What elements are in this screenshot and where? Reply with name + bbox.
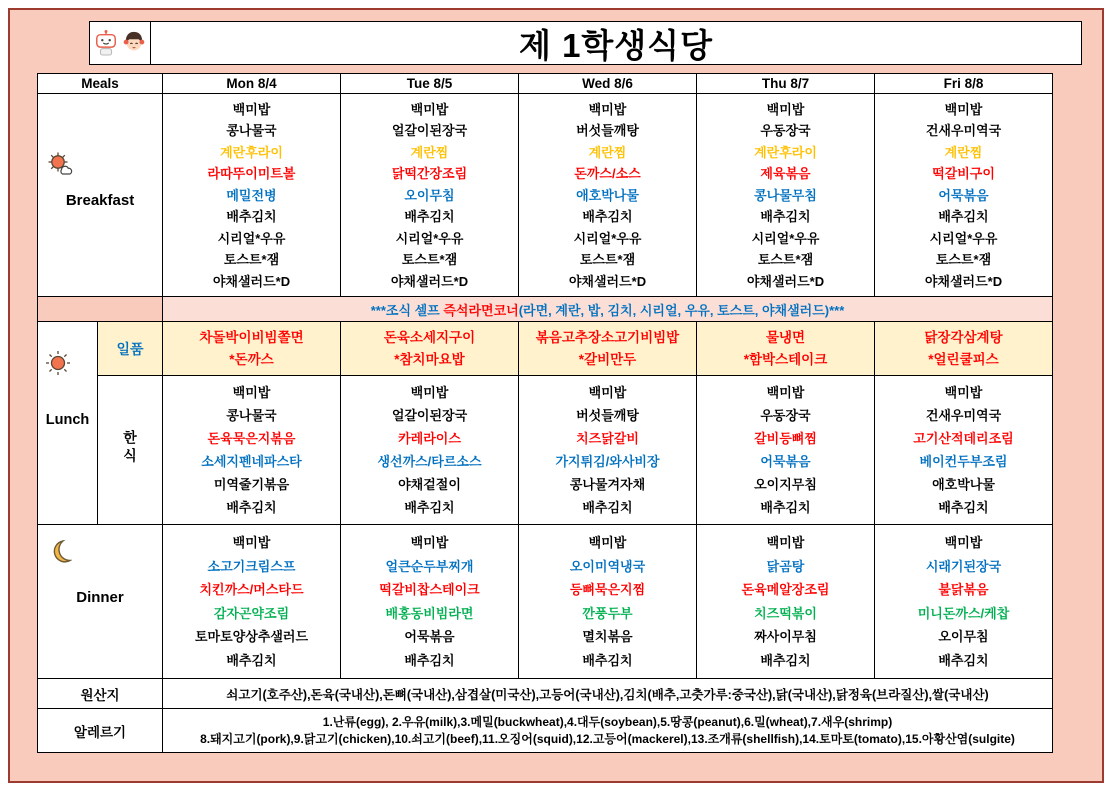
menu-item: 배추김치 [582,209,633,224]
menu-item: 치킨까스/머스타드 [199,582,304,598]
menu-item: 배추김치 [938,499,989,515]
menu-item: 애호박나물 [576,187,639,203]
menu-item: 시리얼*우유 [395,230,464,246]
ilpum-col-1 [341,322,519,376]
menu-item: 얼갈이된장국 [391,123,468,138]
menu-item: 닭떡간장조림 [391,166,468,181]
menu-item: 시리얼*우유 [573,230,642,246]
menu-item: 백미밥 [766,385,805,401]
breakfast-col-0 [163,94,341,297]
ilpum-col-2 [519,322,697,376]
menu-item: 배추김치 [404,499,455,515]
ilpum-label-cell [98,322,163,376]
menu-item: 짜사이무침 [754,629,817,645]
menu-item: 고기산적데리조림 [913,431,1014,447]
menu-item: 오이무침 [938,629,989,645]
menu-item: 백미밥 [410,385,449,401]
menu-page [8,8,1104,783]
menu-item: 배추김치 [938,209,989,224]
menu-item: 계란후라이 [754,144,817,160]
menu-item: 야채겉절이 [398,476,461,492]
menu-item: 떡갈비찹스테이크 [379,582,480,598]
ilpum-col-4 [875,322,1053,376]
menu-item: 콩나물국 [226,408,277,424]
menu-item: 야채샐러드*D [746,273,825,289]
hansik-col-0 [163,376,341,525]
menu-item: 백미밥 [588,385,627,401]
hansik-col-1 [341,376,519,525]
origin-label: 원산지 [38,679,163,709]
menu-item: 건새우미역국 [925,123,1002,138]
ilpum-col-0 [163,322,341,376]
title-bar [89,21,1082,65]
menu-item: 시리얼*우유 [929,230,998,246]
menu-item: 버섯들깨탕 [576,408,639,424]
menu-item: 치즈닭갈비 [576,431,639,447]
allergy-line-2: 8.돼지고기(pork),9.닭고기(chicken),10.쇠고기(beef),11.오징어(squid),12.고등어(mackerel),13.조개류(shellfish),14.토마토(tomato),15.아황산염(sulgite) [200,731,1015,746]
menu-table [37,73,1053,753]
menu-item: 백미밥 [232,101,271,117]
menu-item: 갈비등뼈찜 [754,431,817,447]
menu-item: 배추김치 [760,209,811,224]
menu-item: 미역줄기볶음 [213,476,290,492]
menu-item: 불닭볶음 [938,582,989,598]
day-header-0: Mon 8/4 [163,74,341,94]
allergy-line-1: 1.난류(egg), 2.우유(milk),3.메밀(buckwheat),4.대두(soybean),5.땅콩(peanut),6.밀(wheat),7.새우(shrimp) [322,714,893,729]
day-header-4: Fri 8/8 [875,74,1053,94]
menu-item: 콩나물무침 [754,187,817,203]
breakfast-label: Breakfast [65,192,135,209]
menu-item: 배추김치 [582,499,633,515]
menu-item: 토스트*잼 [223,252,280,267]
menu-item: 카레라이스 [398,431,461,447]
menu-item: 시리얼*우유 [751,230,820,246]
menu-item: 계란찜 [410,144,449,160]
banner-text-pre: ***조식 셀프 [370,302,444,318]
menu-item: 야채샐러드*D [390,273,469,289]
menu-item: 토스트*잼 [401,252,458,267]
menu-item: 배추김치 [226,652,277,668]
menu-item: 백미밥 [766,535,805,551]
menu-item: 배홍동비빔라면 [385,605,474,621]
menu-item: 떡갈비구이 [932,166,995,181]
menu-item: 생선까스/타르소스 [377,453,482,469]
menu-item: 야채샐러드*D [924,273,1003,289]
menu-item: 계란찜 [944,144,983,160]
ilpum-item: *얼린쿨피스 [928,351,999,367]
ilpum-item: 닭장각삼계탕 [924,330,1003,346]
day-header-3: Thu 8/7 [697,74,875,94]
menu-item: 등뼈묵은지찜 [569,582,646,598]
hansik-col-4 [875,376,1053,525]
menu-item: 멸치볶음 [582,629,633,645]
dinner-col-4 [875,525,1053,679]
hansik-col-3 [697,376,875,525]
menu-item: 얼큰순두부찌개 [385,558,474,574]
lunch-label: Lunch [45,412,90,428]
menu-item: 메밀전병 [226,187,277,203]
ilpum-item: *돈까스 [229,351,274,367]
menu-item: 백미밥 [766,101,805,117]
menu-item: 오이지무침 [754,476,817,492]
menu-item: 배추김치 [760,499,811,515]
menu-item: 백미밥 [944,535,983,551]
banner-spacer [38,297,163,322]
menu-item: 배추김치 [582,652,633,668]
menu-item: 토마토양상추샐러드 [194,629,309,645]
menu-item: 야채샐러드*D [568,273,647,289]
menu-item: 배추김치 [226,499,277,515]
breakfast-banner [163,297,1053,322]
ilpum-item: *함박스테이크 [743,351,828,367]
dinner-col-3 [697,525,875,679]
menu-item: 돈육묵은지볶음 [207,431,296,447]
menu-item: 치즈떡볶이 [754,605,817,621]
menu-item: 백미밥 [588,101,627,117]
menu-item: 제육볶음 [760,166,811,181]
day-header-1: Tue 8/5 [341,74,519,94]
breakfast-col-2 [519,94,697,297]
sun-icon [45,350,71,376]
day-header-2: Wed 8/6 [519,74,697,94]
breakfast-label-cell [38,94,163,297]
menu-item: 배추김치 [404,209,455,224]
menu-item: 시래기된장국 [925,558,1002,574]
menu-item: 감자곤약조림 [213,605,290,621]
menu-item: 배추김치 [760,652,811,668]
menu-item: 배추김치 [404,652,455,668]
menu-item: 우동장국 [760,408,811,424]
menu-item: 백미밥 [410,101,449,117]
breakfast-col-4 [875,94,1053,297]
hansik-col-2 [519,376,697,525]
menu-item: 가지튀김/와사비장 [555,453,660,469]
hansik-label: 한식 [122,429,138,466]
menu-item: 백미밥 [232,385,271,401]
menu-item: 계란후라이 [220,144,283,160]
ilpum-item: *참치마요밥 [394,351,465,367]
sun-cloud-icon [47,152,75,178]
menu-item: 어묵볶음 [404,629,455,645]
menu-item: 애호박나물 [932,476,995,492]
menu-item: 배추김치 [226,209,277,224]
mascot-cell [89,21,151,65]
menu-item: 베이컨두부조림 [919,453,1008,469]
menu-item: 소고기크림스프 [207,558,296,574]
page-title: 제 1학생식당 [519,26,713,64]
allergy-label: 알레르기 [38,709,163,753]
menu-item: 토스트*잼 [935,252,992,267]
menu-item: 어묵볶음 [938,187,989,203]
menu-item: 오이미역냉국 [569,558,646,574]
ilpum-item: 차돌박이비빔쫄면 [199,330,304,346]
allergy-text [163,709,1053,753]
lunch-label-cell [38,322,98,525]
menu-item: 건새우미역국 [925,408,1002,424]
menu-item: 깐풍두부 [582,605,633,621]
ilpum-item: *갈비만두 [578,351,637,367]
menu-item: 버섯들깨탕 [576,123,639,138]
menu-item: 백미밥 [232,535,271,551]
hansik-label-cell [98,376,163,525]
menu-item: 소세지펜네파스타 [201,453,302,469]
menu-item: 우동장국 [760,123,811,138]
menu-item: 배추김치 [938,652,989,668]
menu-item: 돈까스/소스 [574,166,641,181]
menu-item: 백미밥 [944,385,983,401]
menu-item: 토스트*잼 [579,252,636,267]
menu-item: 미니돈까스/케찹 [917,605,1010,621]
menu-item: 어묵볶음 [760,453,811,469]
breakfast-col-3 [697,94,875,297]
ilpum-col-3 [697,322,875,376]
menu-item: 라따뚜이미트볼 [207,166,296,181]
banner-text-highlight: 즉석라면코너 [443,302,519,318]
banner-text-post: (라면, 계란, 밥, 김치, 시리얼, 우유, 토스트, 야채샐러드)*** [518,302,845,318]
girl-icon [121,28,147,58]
menu-item: 야채샐러드*D [212,273,291,289]
menu-item: 토스트*잼 [757,252,814,267]
dinner-col-1 [341,525,519,679]
menu-item: 콩나물국 [226,123,277,138]
meals-header: Meals [38,74,163,94]
menu-item: 닭곰탕 [766,558,805,574]
menu-item: 백미밥 [410,535,449,551]
menu-item: 백미밥 [588,535,627,551]
menu-item: 얼갈이된장국 [391,408,468,424]
origin-text: 쇠고기(호주산),돈육(국내산),돈뼈(국내산),삼겹살(미국산),고등어(국내산),김치(배추,고춧가루:중국산),닭(국내산),닭정육(브라질산),쌀(국내산) [163,679,1053,709]
menu-item: 오이무침 [404,187,455,203]
menu-item: 백미밥 [944,101,983,117]
menu-item: 계란찜 [588,144,627,160]
menu-item: 시리얼*우유 [217,230,286,246]
title-cell [151,21,1082,65]
dinner-label: Dinner [76,589,124,606]
dinner-label-cell [38,525,163,679]
dinner-col-2 [519,525,697,679]
ilpum-label: 일품 [116,340,144,357]
ilpum-item: 볶음고추장소고기비빔밥 [535,330,680,346]
moon-icon [50,539,72,565]
breakfast-col-1 [341,94,519,297]
dinner-col-0 [163,525,341,679]
ilpum-item: 돈육소세지구이 [383,330,476,346]
ilpum-item: 물냉면 [765,330,806,346]
menu-item: 콩나물겨자채 [569,476,646,492]
menu-item: 돈육메알장조림 [741,582,830,598]
robot-icon [94,28,118,58]
